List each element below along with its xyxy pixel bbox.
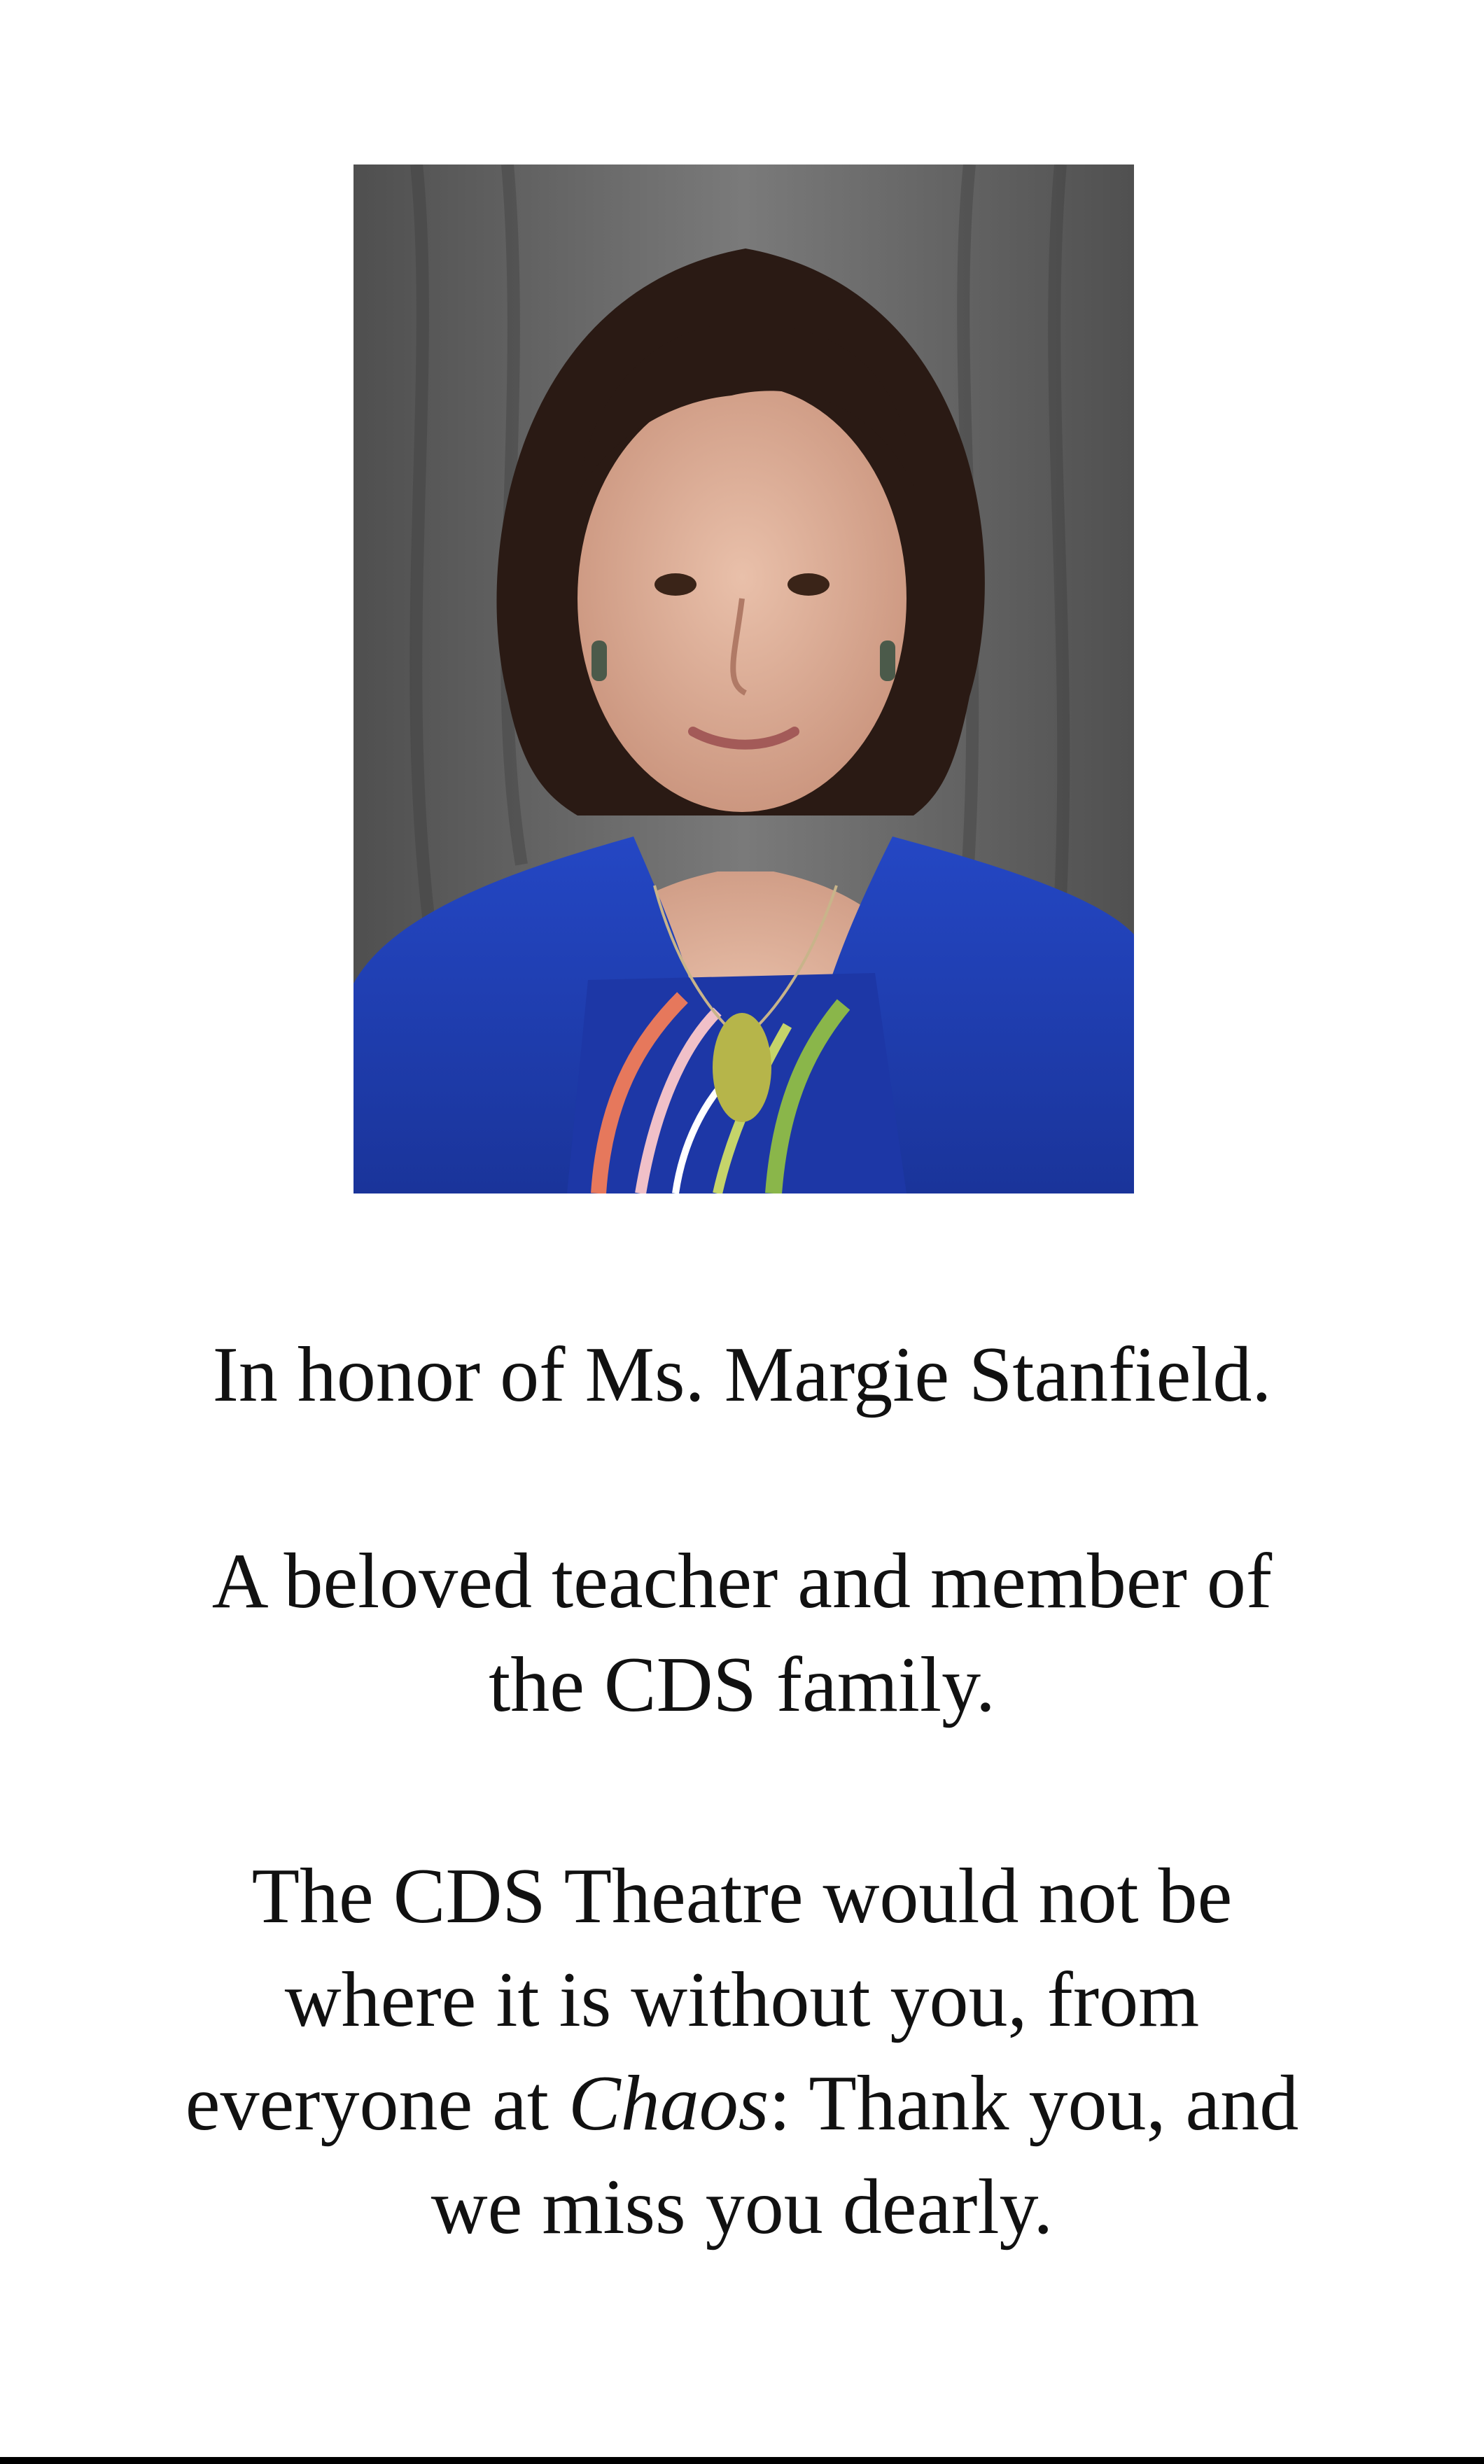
left-eye: [654, 573, 696, 596]
beloved-line-2: the CDS family.: [489, 1642, 995, 1728]
bottom-border-line: [0, 2457, 1484, 2464]
portrait-photo: [354, 164, 1134, 1194]
left-earring: [592, 640, 607, 681]
thanks-line-1: The CDS Theatre would not be: [251, 1853, 1233, 1940]
thanks-line-3-after: : Thank you, and: [769, 2060, 1299, 2147]
portrait-illustration: [354, 164, 1134, 1194]
right-eye: [788, 573, 830, 596]
thanks-paragraph: [77, 1844, 1407, 2259]
honor-text: In honor of Ms. Margie Stanfield.: [212, 1331, 1272, 1418]
honor-line: [77, 1323, 1407, 1427]
thanks-line-4: we miss you dearly.: [430, 2164, 1054, 2250]
right-earring: [880, 640, 895, 681]
thanks-line-3-italic: Chaos: [568, 2060, 769, 2147]
beloved-line-1: A beloved teacher and member of: [211, 1538, 1273, 1625]
thanks-line-3-before: everyone at: [185, 2060, 569, 2147]
thanks-line-2: where it is without you, from: [284, 1956, 1200, 2043]
beloved-paragraph: [77, 1530, 1407, 1737]
pendant: [713, 1013, 771, 1122]
